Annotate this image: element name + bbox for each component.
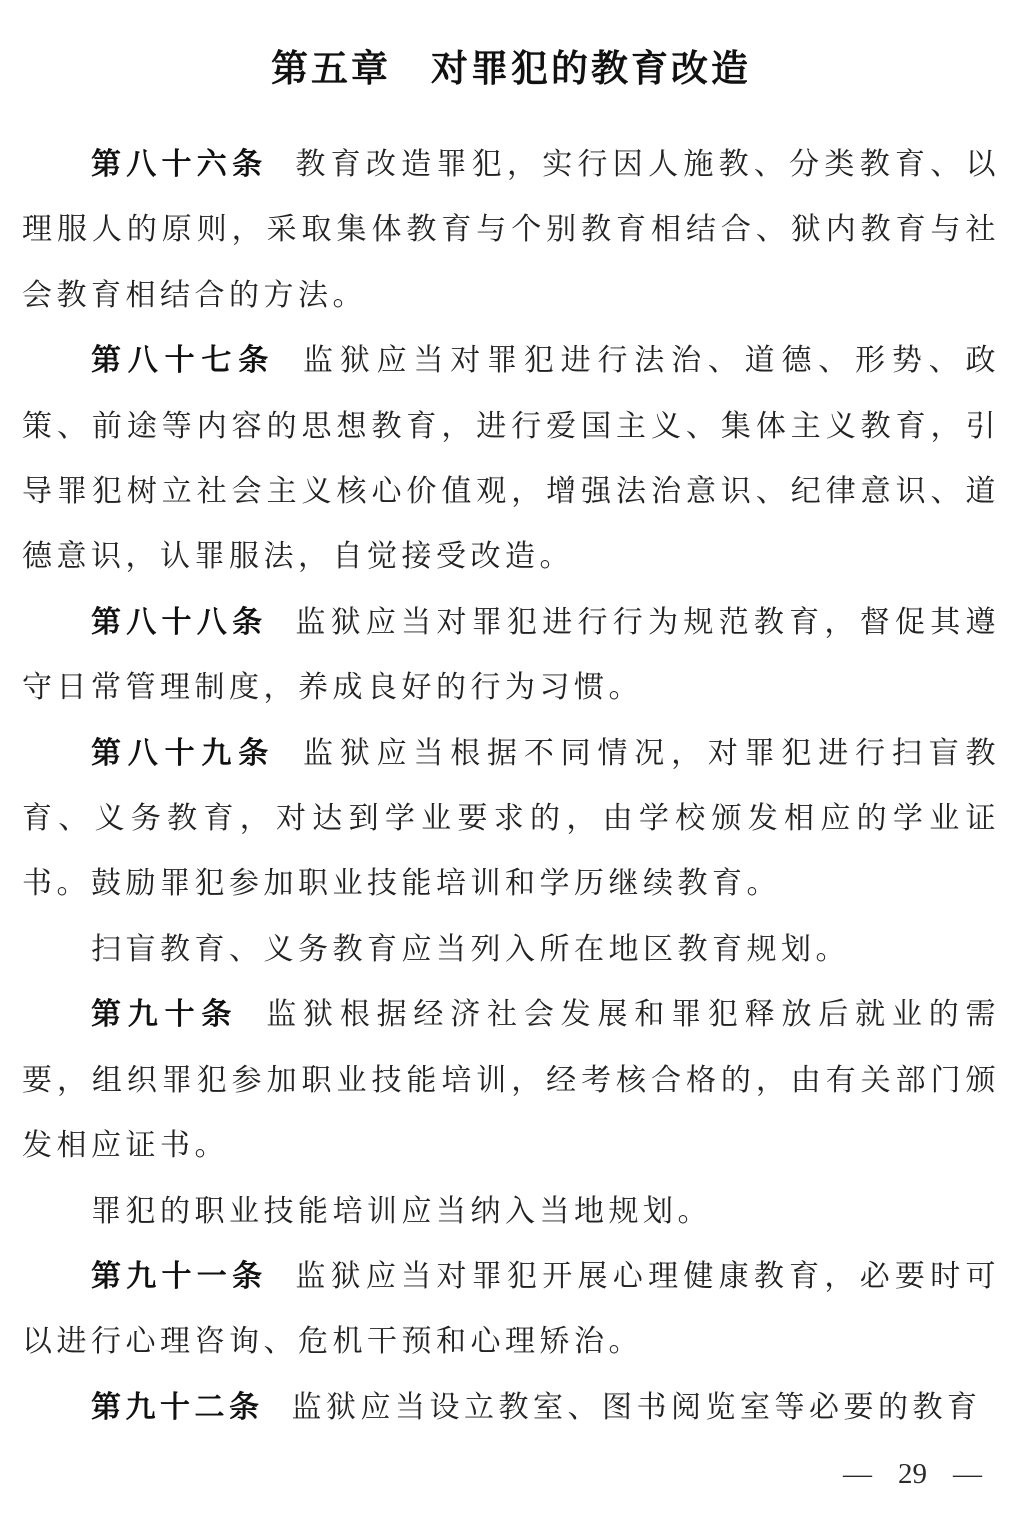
article-paragraph-90-clause2: [22, 1179, 1000, 1244]
footer-dash-right: —: [953, 1458, 982, 1490]
article-paragraph-90: [22, 982, 1000, 1178]
article-paragraph-86: [22, 132, 1000, 328]
footer-dash-left: —: [843, 1458, 872, 1490]
article-text: 监狱根据经济社会发展和罪犯释放后就业的需要，组织罪犯参加职业技能培训，经考核合格的，由有关部门颁发相应证书。: [22, 998, 1001, 1163]
article-paragraph-87: [22, 328, 1000, 590]
article-text: 监狱应当对罪犯进行法治、道德、形势、政策、前途等内容的思想教育，进行爱国主义、集体主义教育，引导罪犯树立社会主义核心价值观，增强法治意识、纪律意识、道德意识，认罪服法，自觉接受改造。: [22, 344, 1001, 574]
article-text: 罪犯的职业技能培训应当纳入当地规划。: [91, 1194, 712, 1228]
article-number: 第八十七条: [91, 344, 276, 378]
article-text: 扫盲教育、义务教育应当列入所在地区教育规划。: [91, 932, 850, 966]
chapter-title: 第五章 对罪犯的教育改造: [271, 48, 751, 89]
article-number: 第八十六条: [91, 148, 268, 181]
article-text: 监狱应当设立教室、图书阅览室等必要的教育: [291, 1390, 982, 1424]
page-footer: [843, 1458, 982, 1491]
document-body: [22, 132, 1000, 1440]
article-text: 监狱应当对罪犯开展心理健康教育，必要时可以进行心理咨询、危机干预和心理矫治。: [22, 1259, 1001, 1359]
article-paragraph-91: [22, 1244, 1000, 1375]
article-paragraph-88: [22, 590, 1000, 721]
article-text: 教育改造罪犯，实行因人施教、分类教育、以理服人的原则，采取集体教育与个别教育相结合、狱内教育与社会教育相结合的方法。: [22, 148, 1001, 312]
article-paragraph-92: [22, 1375, 1000, 1440]
article-number: 第八十九条: [91, 736, 276, 770]
article-number: 第九十条: [91, 998, 239, 1032]
article-text: 监狱应当根据不同情况，对罪犯进行扫盲教育、义务教育，对达到学业要求的，由学校颁发相应的学业证书。鼓励罪犯参加职业技能培训和学历继续教育。: [22, 736, 1001, 901]
article-paragraph-89: [22, 721, 1000, 917]
article-text: 监狱应当对罪犯进行行为规范教育，督促其遵守日常管理制度，养成良好的行为习惯。: [22, 605, 1001, 705]
article-number: 第八十八条: [91, 605, 268, 639]
page-number: 29: [898, 1458, 927, 1490]
article-number: 第九十二条: [91, 1390, 264, 1424]
article-number: 第九十一条: [91, 1259, 268, 1293]
article-paragraph-89-clause2: [22, 917, 1000, 982]
